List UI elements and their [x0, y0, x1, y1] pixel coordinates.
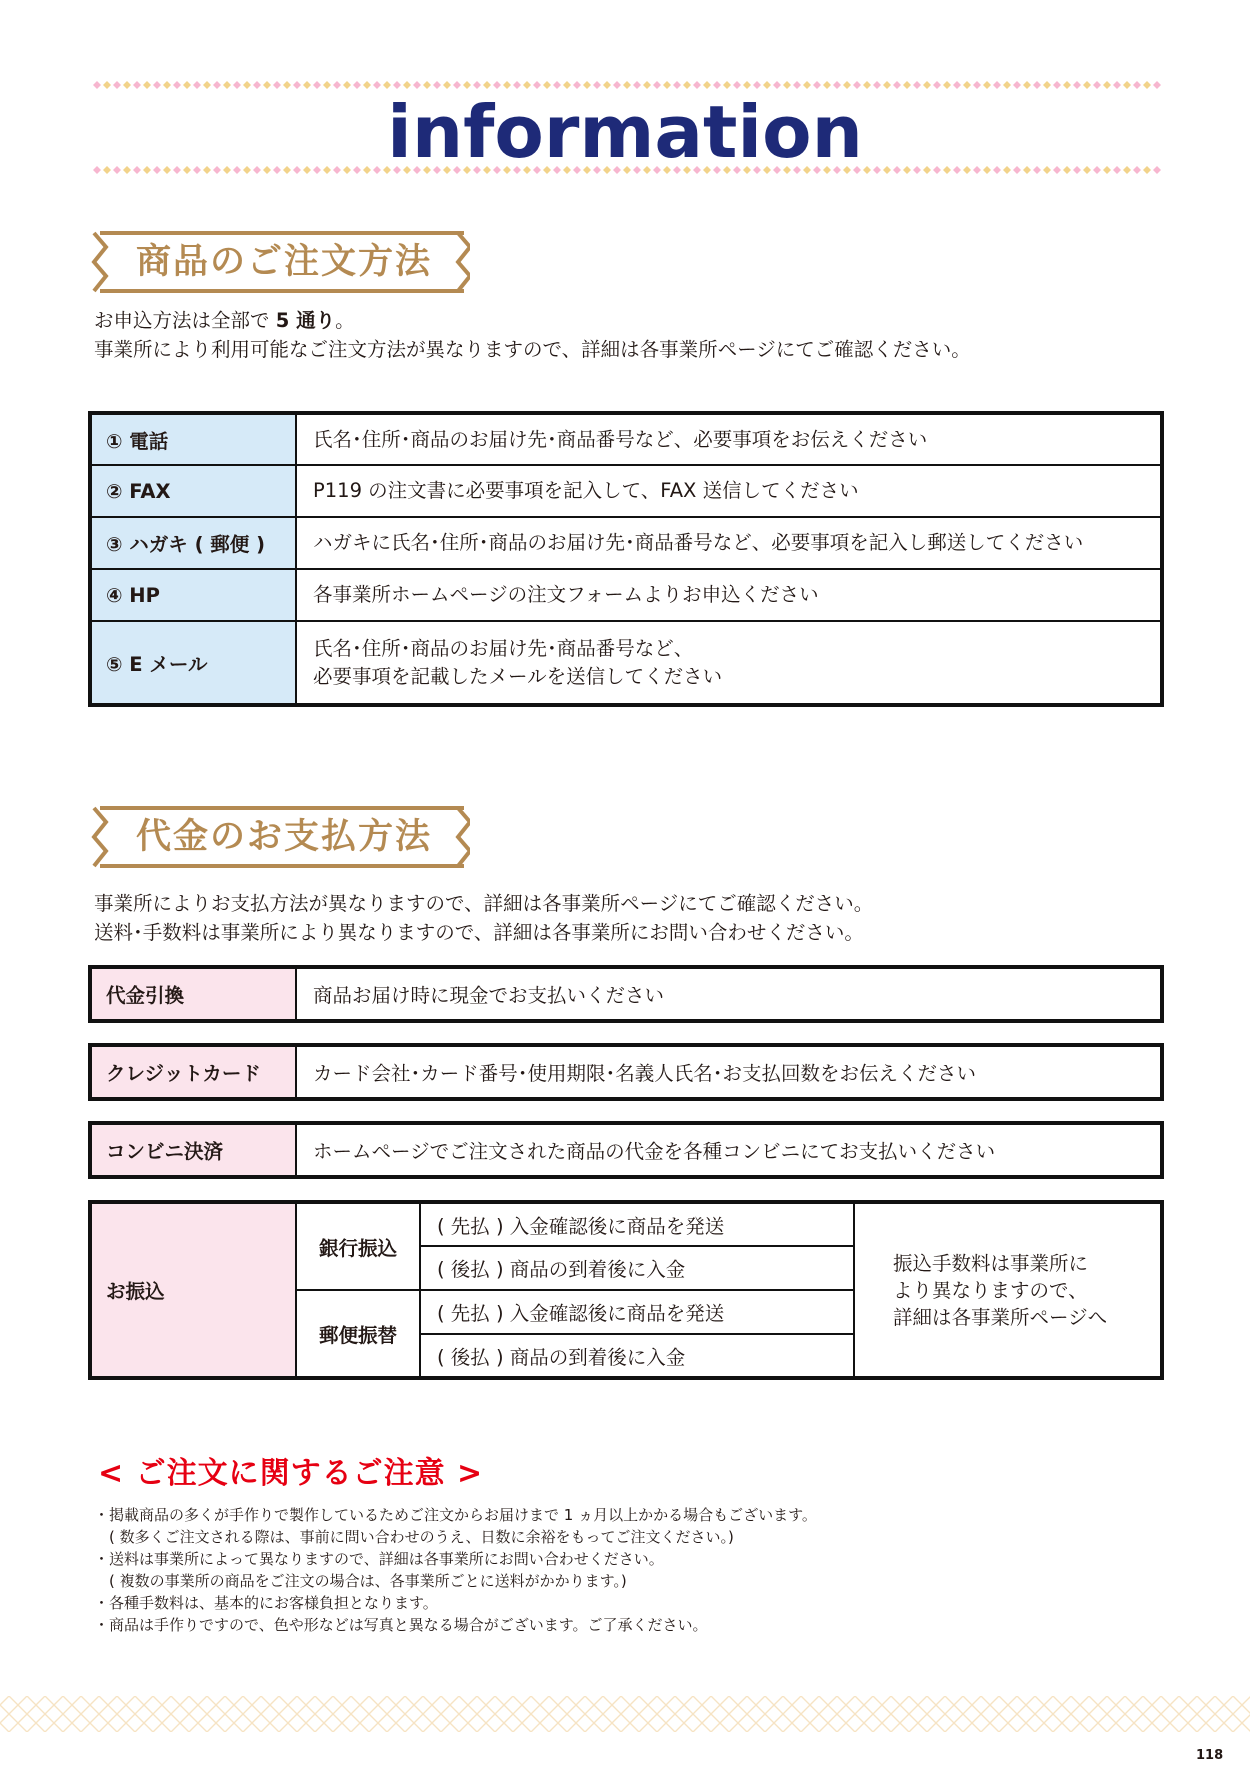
payment-card-table [88, 1043, 1164, 1101]
payment-desc: ホームページでご注文された商品の代金を各種コンビニにてお支払いください [296, 1123, 1162, 1177]
transfer-option: ( 後払 ) 商品の到着後に入金 [420, 1246, 854, 1290]
list-item: ・掲載商品の多くが手作りで製作しているためご注文からお届けまで 1 ヵ月以上かかる場合もございます。 [94, 1506, 817, 1524]
payment-intro [94, 889, 873, 947]
method-desc: 各事業所ホームページの注文フォームよりお申込ください [296, 569, 1162, 621]
transfer-type-bank: 銀行振込 [296, 1202, 420, 1290]
method-desc: 氏名･住所･商品のお届け先･商品番号など、必要事項をお伝えください [296, 413, 1162, 465]
intro-bold: 5 通り [275, 309, 336, 332]
list-item: ・商品は手作りですので、色や形などは写真と異なる場合がございます。ご了承ください。 [94, 1616, 708, 1634]
payment-key: コンビニ決済 [90, 1123, 296, 1177]
table-row [90, 967, 1162, 1021]
method-desc [296, 621, 1162, 705]
transfer-option: ( 先払 ) 入金確認後に商品を発送 [420, 1202, 854, 1246]
payment-transfer-table [88, 1200, 1164, 1380]
intro-text-end: 。 [335, 309, 355, 332]
intro-text: お申込方法は全部で [94, 309, 270, 332]
order-intro-line1 [94, 306, 971, 335]
order-intro [94, 306, 971, 364]
page-title: information [387, 90, 863, 174]
payment-key: お振込 [90, 1202, 296, 1378]
payment-cod-table [88, 965, 1164, 1023]
transfer-option: ( 先払 ) 入金確認後に商品を発送 [420, 1290, 854, 1334]
table-row [90, 413, 1162, 465]
method-key: ④ HP [90, 569, 296, 621]
notes-title: < ご注文に関するご注意 > [98, 1456, 484, 1491]
transfer-note-line: 詳細は各事業所ページへ [893, 1305, 1108, 1329]
method-key: ⑤ E メール [90, 621, 296, 705]
payment-convenience-table [88, 1121, 1164, 1179]
payment-intro-line2: 送料･手数料は事業所により異なりますので、詳細は各事業所にお問い合わせください。 [94, 921, 864, 944]
payment-key: 代金引換 [90, 967, 296, 1021]
list-item: ・各種手数料は、基本的にお客様負担となります。 [94, 1594, 438, 1612]
list-item: ( 複数の事業所の商品をご注文の場合は、各事業所ごとに送料がかかります。) [94, 1572, 627, 1590]
payment-key: クレジットカード [90, 1045, 296, 1099]
transfer-note-line: より異なりますので、 [893, 1278, 1088, 1302]
method-key: ③ ハガキ ( 郵便 ) [90, 517, 296, 569]
page-number: 118 [1196, 1748, 1224, 1763]
payment-desc: 商品お届け時に現金でお支払いください [296, 967, 1162, 1021]
transfer-note-line: 振込手数料は事業所に [893, 1251, 1089, 1275]
list-item: ・送料は事業所によって異なりますので、詳細は各事業所にお問い合わせください。 [94, 1550, 664, 1568]
table-row [90, 1123, 1162, 1177]
method-desc: ハガキに氏名･住所･商品のお届け先･商品番号など、必要事項を記入し郵送してください [296, 517, 1162, 569]
table-row [90, 1202, 1162, 1246]
payment-intro-line1: 事業所によりお支払方法が異なりますので、詳細は各事業所ページにてご確認ください。 [94, 892, 874, 915]
lattice-pattern-icon [0, 1696, 1250, 1732]
method-key: ① 電話 [90, 413, 296, 465]
transfer-option: ( 後払 ) 商品の到着後に入金 [420, 1334, 854, 1378]
method-desc-line: 氏名･住所･商品のお届け先･商品番号など、 [313, 636, 694, 660]
transfer-note [854, 1202, 1162, 1378]
section-heading-order [86, 230, 470, 294]
section-heading-payment-label: 代金のお支払方法 [136, 817, 433, 857]
footer-lattice-pattern [0, 1696, 1250, 1732]
section-heading-order-label: 商品のご注文方法 [136, 242, 433, 282]
method-desc-line: 必要事項を記載したメールを送信してください [313, 664, 723, 688]
method-desc: P119 の注文書に必要事項を記入して、FAX 送信してください [296, 465, 1162, 517]
table-row [90, 517, 1162, 569]
payment-desc: カード会社･カード番号･使用期限･名義人氏名･お支払回数をお伝えください [296, 1045, 1162, 1099]
table-row [90, 569, 1162, 621]
order-methods-table [88, 411, 1164, 707]
method-key: ② FAX [90, 465, 296, 517]
list-item: ( 数多くご注文される際は、事前に問い合わせのうえ、日数に余裕をもってご注文ください。) [94, 1528, 734, 1546]
transfer-type-postal: 郵便振替 [296, 1290, 420, 1378]
notes-list [94, 1504, 817, 1636]
section-heading-payment [86, 805, 470, 869]
table-row [90, 465, 1162, 517]
table-row [90, 621, 1162, 705]
table-row [90, 1045, 1162, 1099]
order-intro-line2: 事業所により利用可能なご注文方法が異なりますので、詳細は各事業所ページにてご確認ください。 [94, 338, 971, 361]
